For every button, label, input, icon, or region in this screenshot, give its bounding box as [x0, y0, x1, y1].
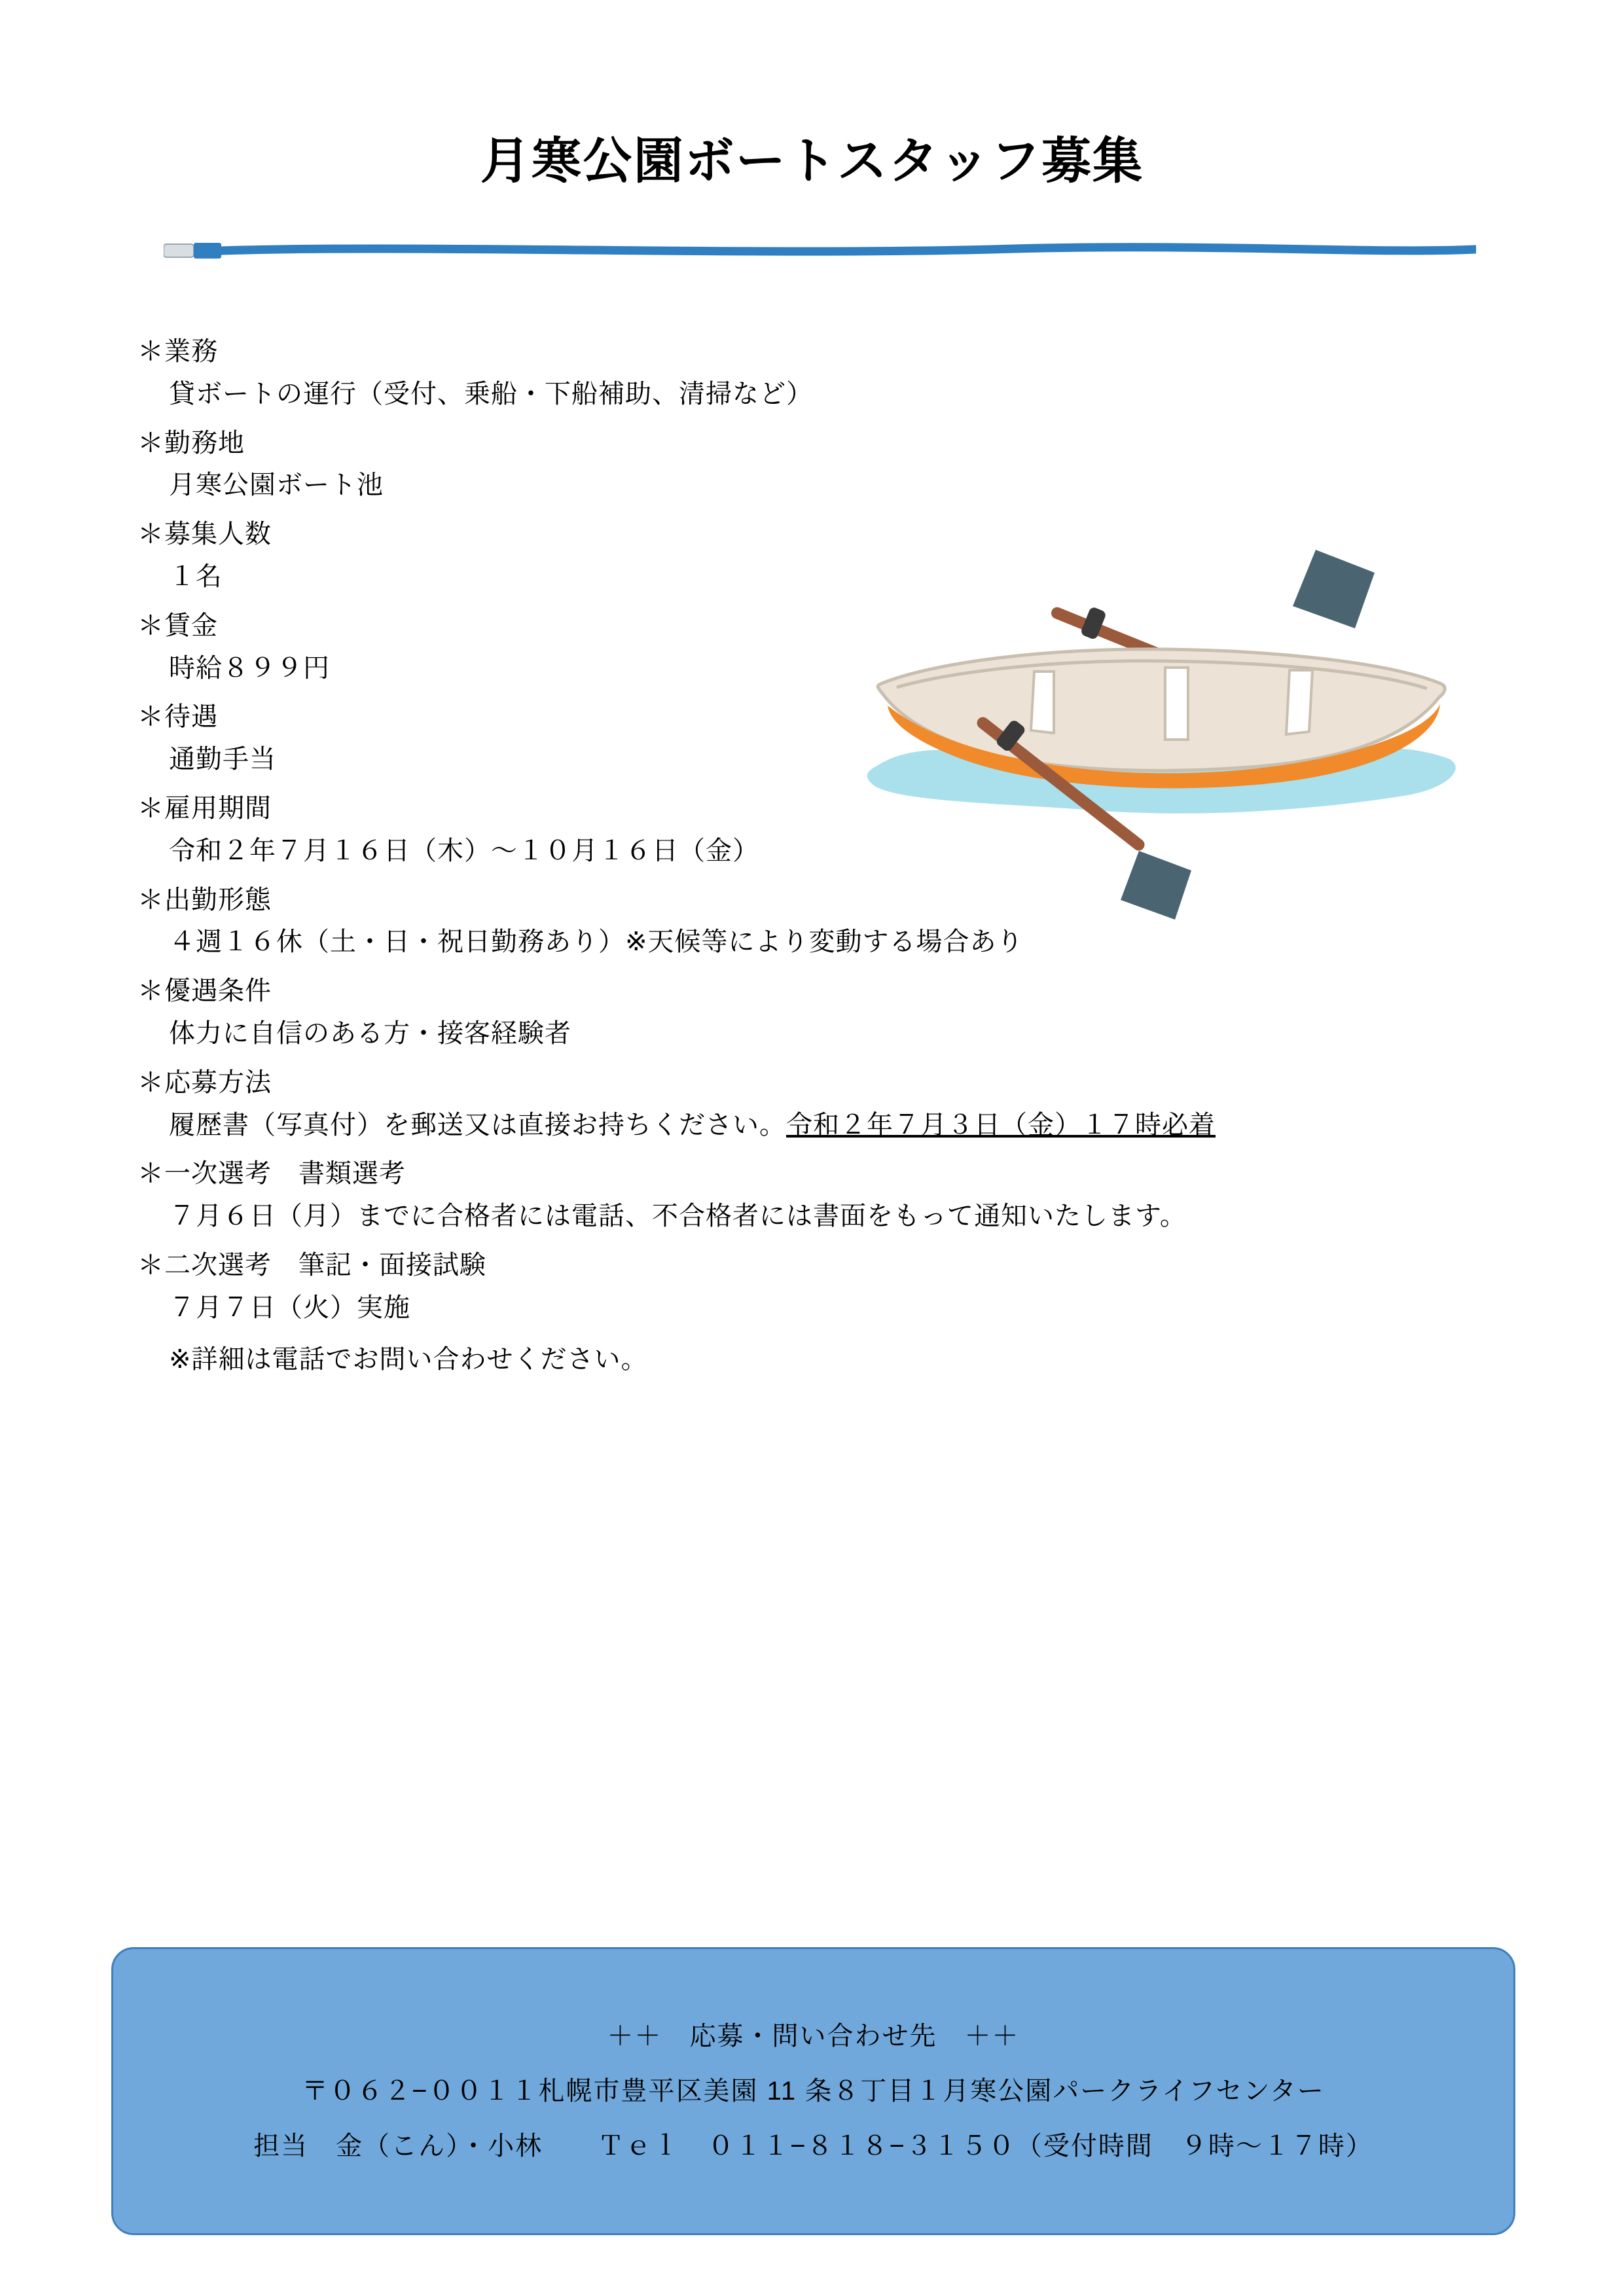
rowboat-illustration — [857, 543, 1473, 949]
section-body: 令和２年７月１６日（木）〜１０月１６日（金） — [169, 836, 759, 865]
section-body: 貸ボートの運行（受付、乗船・下船補助、清掃など） — [169, 379, 813, 408]
page-title — [0, 134, 1624, 189]
contact-heading: ＋＋ 応募・問い合わせ先 ＋＋ — [607, 2022, 1020, 2051]
list-item — [137, 970, 1499, 1055]
section-body: ７月７日（火）実施 — [169, 1293, 410, 1322]
section-heading: ＊業務 — [137, 337, 218, 366]
section-heading: ＊優遇条件 — [137, 977, 272, 1006]
section-heading: ＊出勤形態 — [137, 885, 272, 914]
contact-address: 〒０６２−００１１札幌市豊平区美園 11 条８丁目１月寒公園パークライフセンター — [302, 2077, 1325, 2106]
section-heading: ＊一次選考 書類選考 — [137, 1159, 406, 1189]
section-heading: ＊募集人数 — [137, 520, 272, 549]
section-body: ７月６日（月）までに合格者には電話、不合格者には書面をもって通知いたします。 — [169, 1202, 1187, 1231]
section-heading: ＊雇用期間 — [137, 793, 272, 823]
section-body — [137, 1104, 1499, 1147]
list-item — [137, 1062, 1499, 1147]
section-heading: ＊待遇 — [137, 702, 218, 732]
section-body: 月寒公園ボート池 — [169, 471, 384, 500]
section-body-deadline: 令和２年７月３日（金）１７時必着 — [786, 1110, 1216, 1139]
title-underline-decoration — [164, 242, 1476, 259]
section-body: 時給８９９円 — [169, 653, 330, 683]
footnote: ※詳細は電話でお問い合わせください。 — [169, 1344, 648, 1374]
list-item — [137, 422, 1499, 507]
section-heading: ＊応募方法 — [137, 1067, 272, 1097]
section-body: ４週１６休（土・日・祝日勤務あり）※天候等により変動する場合あり — [169, 927, 1024, 957]
section-heading: ＊二次選考 筆記・面接試験 — [137, 1250, 486, 1280]
section-body-text: 履歴書（写真付）を郵送又は直接お持ちください。 — [169, 1110, 786, 1139]
list-item — [137, 331, 1499, 416]
list-item — [137, 1244, 1499, 1329]
section-body: １名 — [169, 562, 223, 591]
page-title-text: 月寒公園ボートスタッフ募集 — [480, 134, 1144, 189]
section-heading: ＊賃金 — [137, 611, 218, 640]
section-body: 体力に自信のある方・接客経験者 — [169, 1018, 571, 1048]
contact-box — [111, 1947, 1515, 2235]
section-body: 通勤手当 — [169, 745, 276, 774]
section-heading: ＊勤務地 — [137, 428, 245, 457]
contact-phone: 担当 金（こん）・小林 Ｔｅｌ ０１１−８１８−３１５０（受付時間 ９時〜１７時） — [253, 2132, 1373, 2161]
list-item — [137, 1153, 1499, 1238]
